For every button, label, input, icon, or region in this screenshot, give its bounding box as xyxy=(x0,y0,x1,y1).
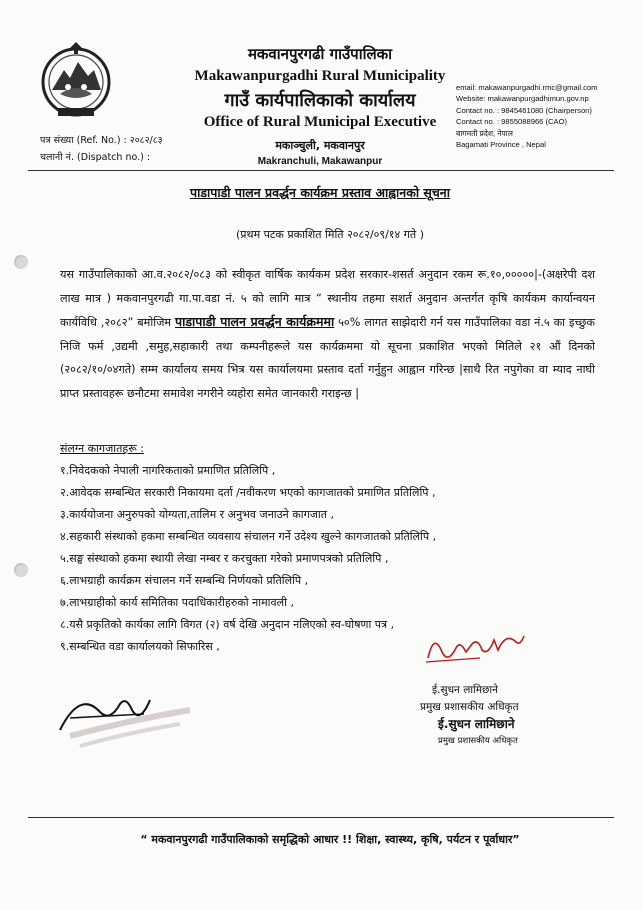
body-highlight: पाडापाडी पालन प्रवर्द्धन कार्यक्रममा xyxy=(175,314,335,329)
body-part-1: यस गाउँपालिकाको आ.व.२०८२/०८३ को स्वीकृत वार्षिक कार्यकम प्रदेश सरकार-शसर्त अनुदान रकम रू.१०,०००००|-(अक्षरेपी दश लाख मात्र ) मकवानपुरगढी गा.पा.वडा नं. ५ को लागि मात्र “ स्थानीय तहमा सशर्त अनुदान अन्तर्गत कृषि कार्यकम कार्यान्वयन कार्यविधि ,२०८२” बमोजिम xyxy=(60,268,595,329)
dispatch-number: चलानी नं. (Dispatch no.) : xyxy=(40,152,151,163)
attachment-item: ८.यसै प्रकृतिको कार्यका लागि विगत (२) वर्ष देखि अनुदान नलिएको स्व-घोषणा पत्र , xyxy=(60,618,395,631)
body-part-2: ५०% लागत साझेदारी गर्न यस गाउँपालिका वडा नं.५ का इच्छुक निजि फर्म ,उद्यमी ,समुह,सहाकारी तथा कम्पनीहरूले यस कार्यक्रममा यो सूचना प्रकाशित भएको मितिले २१ औं दिनको (२०८२/१०/०४गते) सम्म कार्यालय समय भित्र यस कार्यालयमा प्रस्ताव दर्ता गर्नुहुन आह्वान गरिन्छ |साथै रित नपुगेका वा म्याद नाघी प्राप्त प्रस्तावहरू छनौटमा समावेश नगरीने व्यहोरा समेत जानकारी गराइन्छ | xyxy=(60,316,596,400)
notice-subject: पाडापाडी पालन प्रवर्द्धन कार्यक्रम प्रस्ताव आह्वानको सूचना xyxy=(190,185,450,200)
province-en: Bagamati Province , Nepal xyxy=(456,140,546,150)
stamp-title: प्रमुख प्रशासकीय अधिकृत xyxy=(438,736,518,746)
attachment-item: ७.लाभग्राहीको कार्य समितिका पदाधिकारीहरुको नामावली , xyxy=(60,596,294,609)
office-name-np: गाउँ कार्यपालिकाको कार्यालय xyxy=(224,90,416,111)
attachment-item: २.आवेदक सम्बन्धित सरकारी निकायमा दर्ता /नवीकरण भएको कागजातको प्रमाणित प्रतिलिपि , xyxy=(60,486,436,499)
attachment-item: ४.सहकारी संस्थाको हकमा सम्बन्धित व्यवसाय संचालन गर्ने उदेश्य खुल्ने कागजातको प्रतिलिपि , xyxy=(60,530,437,543)
address-en: Makranchuli, Makawanpur xyxy=(257,156,383,167)
signatory-title: प्रमुख प्रशासकीय अधिकृत xyxy=(420,701,519,713)
contact-block xyxy=(456,82,641,150)
attachment-item: १.निवेदकको नेपाली नागरिकताको प्रमाणित प्रतिलिपि , xyxy=(60,464,276,477)
header-divider xyxy=(28,170,614,171)
signatory-name: ई.सुधन लामिछाने xyxy=(432,684,498,696)
contact-chairperson: Contact no. : 9845461080 (Chairperson) xyxy=(456,105,592,115)
website-text: Website: makawanpurgadhimun.gov.np xyxy=(456,94,589,104)
punch-hole xyxy=(14,563,28,577)
footer-slogan: “ मकवानपुरगढी गाउँपालिकाको समृद्धिको आधार !! शिक्षा, स्वास्थ्य, कृषि, पर्यटन र पूर्वाधार” xyxy=(140,833,520,846)
notice-body xyxy=(60,263,595,405)
attachments-heading: संलग्न कागजातहरू : xyxy=(60,442,144,455)
municipality-name-np: मकवानपुरगढी गाउँपालिका xyxy=(247,45,393,63)
ref-number: पत्र संख्या (Ref. No.) : २०८२/८३ xyxy=(40,135,163,146)
nepal-emblem-icon xyxy=(38,42,114,124)
signature-icon xyxy=(420,622,530,670)
signatory-block xyxy=(420,682,600,750)
attachment-item: ९.सम्बन्धित वडा कार्यालयको सिफारिस , xyxy=(60,640,220,653)
stamp-name: ई.सुधन लामिछाने xyxy=(438,717,515,731)
address-np: मकाञ्चुली, मकवानपुर xyxy=(275,139,365,152)
email-text: email: makawanpurgadhi.rmc@gmail.com xyxy=(456,83,598,92)
office-stamp-icon xyxy=(40,690,210,750)
contact-cao: Contact no. : 9855088966 (CAO) xyxy=(456,117,568,127)
office-name-en: Office of Rural Municipal Executive xyxy=(203,114,437,130)
attachment-item: ६.लाभग्राही कार्यक्रम संचालन गर्ने सम्बन्धि निर्णयको प्रतिलिपि , xyxy=(60,574,309,587)
footer-divider xyxy=(28,817,614,818)
province-np: बागमती प्रदेश, नेपाल xyxy=(456,128,513,138)
punch-hole xyxy=(14,255,28,269)
attachment-item: ३.कार्ययोजना अनुरुपको योग्यता,तालिम र अनुभव जनाउने कागजात , xyxy=(60,508,335,521)
attachment-item: ५.सङ्घ संस्थाको हकमा स्थायी लेखा नम्बर र करचुक्ता गरेको प्रमाणपत्रको प्रतिलिपि , xyxy=(60,552,389,565)
municipality-name-en: Makawanpurgadhi Rural Municipality xyxy=(194,68,446,84)
publish-date: (प्रथम पटक प्रकाशित मिति २०८२/०९/१४ गते ) xyxy=(235,228,424,241)
